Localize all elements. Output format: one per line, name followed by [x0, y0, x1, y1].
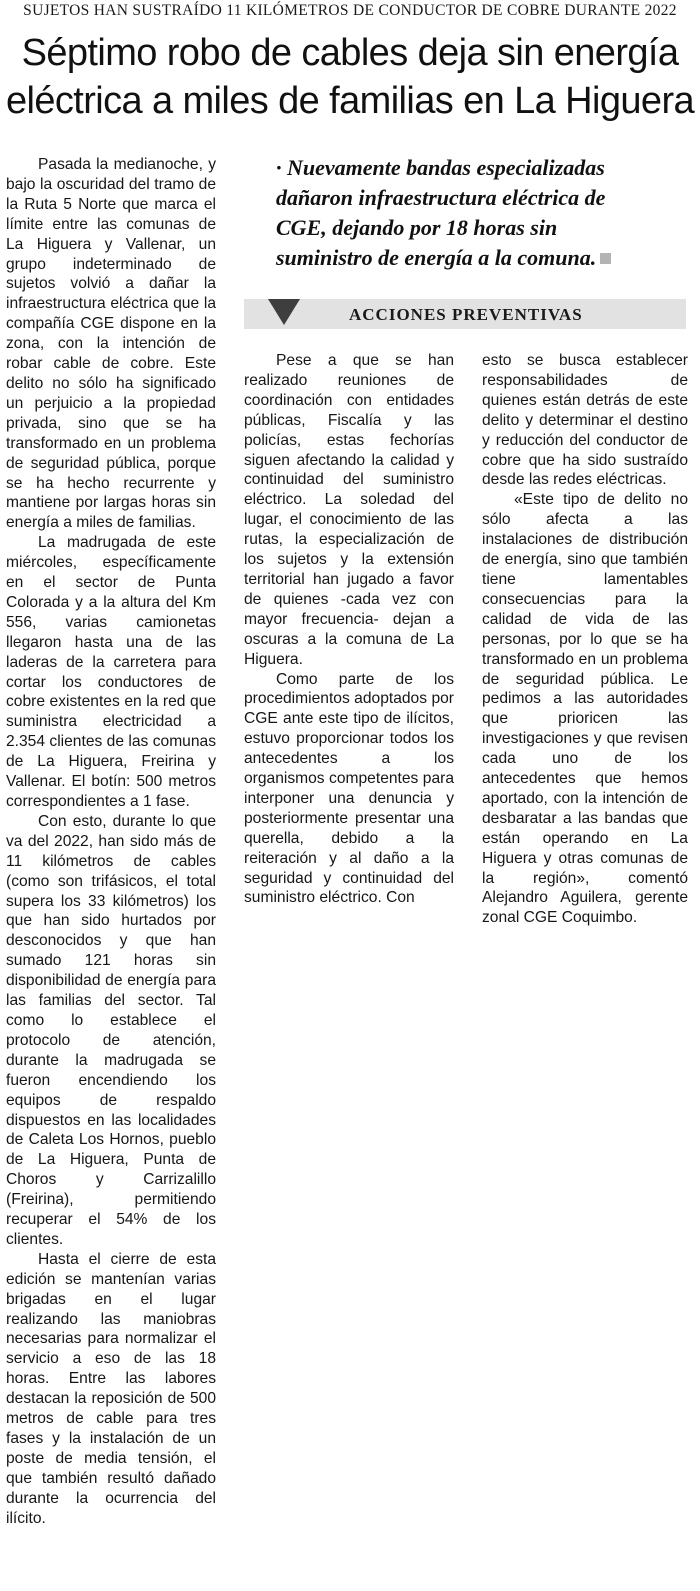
paragraph: Pasada la medianoche, y bajo la oscuridad del tramo de la Ruta 5 Norte que marca el límite entre las comunas de La Higuera y Vallenar, un grupo indeterminado de sujetos volvió a dañar la infraestructura eléctrica que la compañía CGE dispone en la zona, con la intención de robar cable de cobre. Este delito no sólo ha significado un perjuicio a la propiedad privada, sino que se ha transformado en un problema de seguridad pública, porque se ha hecho recurrente y mantiene por largas horas sin energía a miles de familias.: [6, 156, 216, 532]
article-column-right: [482, 351, 688, 928]
subheadline-text: · Nuevamente bandas especializadas dañaron infraestructura eléctrica de CGE, dejando por 18 horas sin suministro de energía a la comuna.: [276, 155, 606, 270]
headline-line-2: eléctrica a miles de familias en La Higuera: [5, 80, 695, 122]
paragraph: Como parte de los procedimientos adoptados por CGE ante este tipo de ilícitos, estuvo proporcionar todos los antecedentes a los organismos competentes para interponer una denuncia y posteriormente presentar una querella, debido a la reiteración y al daño a la seguridad y continuidad del suministro eléctrico. Con: [244, 670, 454, 907]
headline: [0, 29, 700, 125]
section-header-bar: [244, 299, 686, 329]
headline-line-1: Séptimo robo de cables deja sin energía: [21, 32, 679, 74]
kicker: SUJETOS HAN SUSTRAÍDO 11 KILÓMETROS DE CONDUCTOR DE COBRE DURANTE 2022: [23, 2, 677, 19]
article-column-left: [6, 155, 216, 1529]
section-title: ACCIONES PREVENTIVAS: [349, 305, 583, 324]
paragraph: La madrugada de este miércoles, específicamente en el sector de Punta Colorada y a la altura del Km 556, varias camionetas llegaron hasta una de las laderas de la carretera para cortar los conductores de cobre existentes en la red que suministra electricidad a 2.354 clientes de las comunas de La Higuera, Freirina y Vallenar. El botín: 500 metros correspondientes a 1 fase.: [6, 534, 216, 810]
subheadline: [276, 153, 646, 273]
article-column-middle: [244, 351, 454, 908]
paragraph: Hasta el cierre de esta edición se mantenían varias brigadas en el lugar realizando las maniobras necesarias para normalizar el servicio a eso de las 18 horas. Entre las labores destacan la reposición de 500 metros de cable para tres fases y la instalación de un poste de media tensión, el que también resultó dañado durante la ocurrencia del ilícito.: [6, 1250, 216, 1527]
paragraph: «Este tipo de delito no sólo afecta a las instalaciones de distribución de energía, sino que también tiene lamentables consecuencias para la calidad de vida de las personas, por lo que se ha transformado en un problema de seguridad pública. Le pedimos a las autoridades que prioricen las investigaciones y que revisen cada uno de los antecedentes que hemos aportado, con la intención de desbaratar a las bandas que están operando en La Higuera y otras comunas de la región», comentó Alejandro Aguilera, gerente zonal CGE Coquimbo.: [482, 491, 688, 927]
paragraph: Pese a que se han realizado reuniones de coordinación con entidades públicas, Fiscalía y las policías, estas fechorías siguen afectando la calidad y continuidad del suministro eléctrico. La soledad del lugar, el conocimiento de las rutas, la especialización de los sujetos y la extensión territorial han jugado a favor de quienes -cada vez con mayor frecuencia- dejan a oscuras a la comuna de La Higuera.: [244, 352, 454, 668]
paragraph: esto se busca establecer responsabilidades de quienes están detrás de este delito y determinar el destino y reducción del conductor de cobre que ha sido sustraído desde las redes eléctricas.: [482, 352, 688, 489]
paragraph: Con esto, durante lo que va del 2022, han sido más de 11 kilómetros de cables (como son trifásicos, el total supera los 33 kilómetros) los que han sido hurtados por desconocidos y que han sumado 121 horas sin disponibilidad de energía para las familias del sector. Tal como lo establece el protocolo de atención, durante la madrugada se fueron encendiendo los equipos de respaldo dispuestos en las localidades de Caleta Los Hornos, pueblo de La Higuera, Punta de Choros y Carrizalillo (Freirina), permitiendo recuperar el 54% de los clientes.: [6, 812, 216, 1248]
end-square-icon: [600, 253, 611, 264]
triangle-down-icon: [268, 299, 300, 325]
